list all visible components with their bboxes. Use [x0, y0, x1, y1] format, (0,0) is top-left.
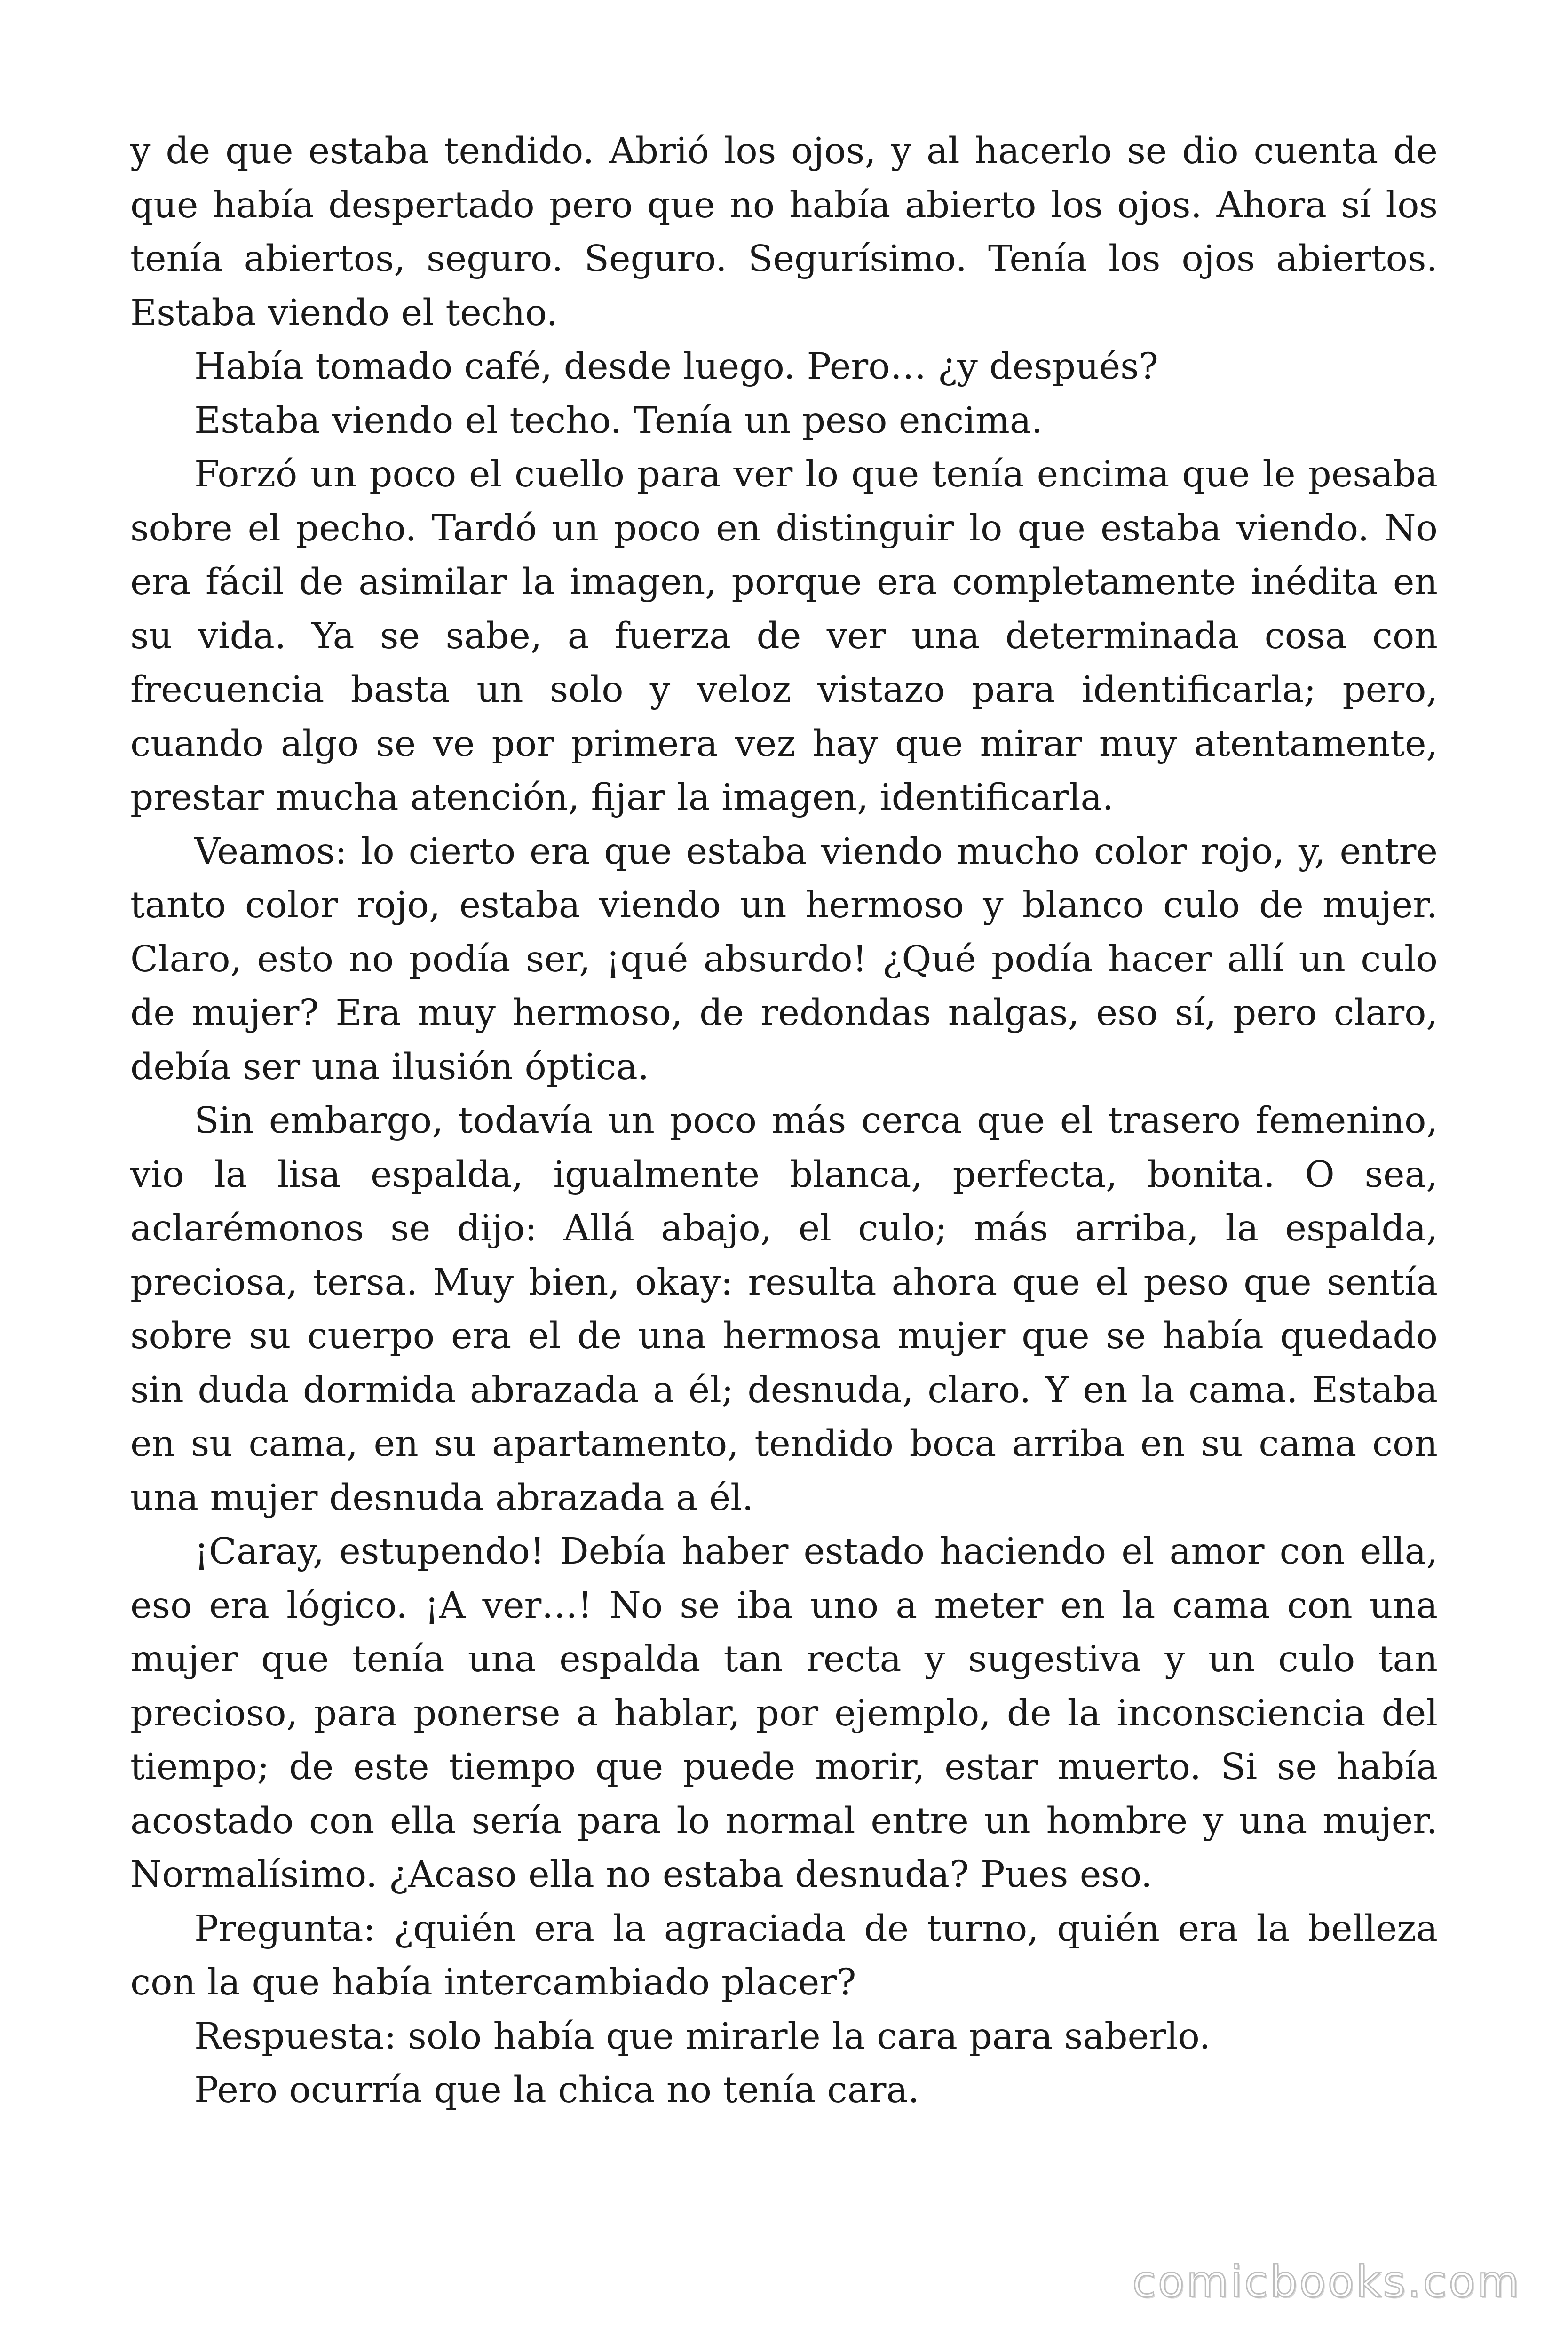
paragraph: Pero ocurría que la chica no tenía cara.	[194, 2069, 919, 2111]
watermark: comicbooks.com	[1132, 2257, 1521, 2307]
paragraph: Respuesta: solo había que mirarle la cara para saberlo.	[194, 2015, 1211, 2058]
paragraph: Había tomado café, desde luego. Pero… ¿y después?	[194, 346, 1158, 388]
paragraph-continuation: y de que estaba tendido. Abrió los ojos, y al hacerlo se dio cuenta de que había despertado pero que no había abierto los ojos. Ahora sí los tenía abiertos, seguro. Seguro. Segurísimo. Tenía los ojos abiertos. Estaba viendo el techo.	[130, 130, 1438, 334]
page-body	[130, 125, 1438, 2118]
paragraph: Veamos: lo cierto era que estaba viendo mucho color rojo, y, entre tanto color rojo, estaba viendo un hermoso y blanco culo de mujer. Claro, esto no podía ser, ¡qué absurdo! ¿Qué podía hacer allí un culo de mujer? Era muy hermoso, de redondas nalgas, eso sí, pero claro, debía ser una ilusión óptica.	[130, 830, 1438, 1088]
paragraph: Pregunta: ¿quién era la agraciada de turno, quién era la belleza con la que había intercambiado placer?	[130, 1907, 1438, 2003]
paragraph: Estaba viendo el techo. Tenía un peso encima.	[194, 399, 1043, 442]
paragraph: ¡Caray, estupendo! Debía haber estado haciendo el amor con ella, eso era lógico. ¡A ver…! No se iba uno a meter en la cama con una mujer que tenía una espalda tan recta y sugestiva y un culo tan precioso, para ponerse a hablar, por ejemplo, de la inconsciencia del tiempo; de este tiempo que puede morir, estar muerto. Si se había acostado con ella sería para lo normal entre un hombre y una mujer. Normalísimo. ¿Acaso ella no estaba desnuda? Pues eso.	[130, 1531, 1438, 1896]
paragraph: Sin embargo, todavía un poco más cerca que el trasero femenino, vio la lisa espalda, igualmente blanca, perfecta, bonita. O sea, aclarémonos se dijo: Allá abajo, el culo; más arriba, la espalda, preciosa, tersa. Muy bien, okay: resulta ahora que el peso que sentía sobre su cuerpo era el de una hermosa mujer que se había quedado sin duda dormida abrazada a él; desnuda, claro. Y en la cama. Estaba en su cama, en su apartamento, tendido boca arriba en su cama con una mujer desnuda abrazada a él.	[130, 1100, 1438, 1519]
paragraph: Forzó un poco el cuello para ver lo que tenía encima que le pesaba sobre el pecho. Tardó un poco en distinguir lo que estaba viendo. No era fácil de asimilar la imagen, porque era completamente inédita en su vida. Ya se sabe, a fuerza de ver una determinada cosa con frecuencia basta un solo y veloz vistazo para identificarla; pero, cuando algo se ve por primera vez hay que mirar muy atentamente, prestar mucha atención, fijar la imagen, identificarla.	[130, 453, 1438, 818]
